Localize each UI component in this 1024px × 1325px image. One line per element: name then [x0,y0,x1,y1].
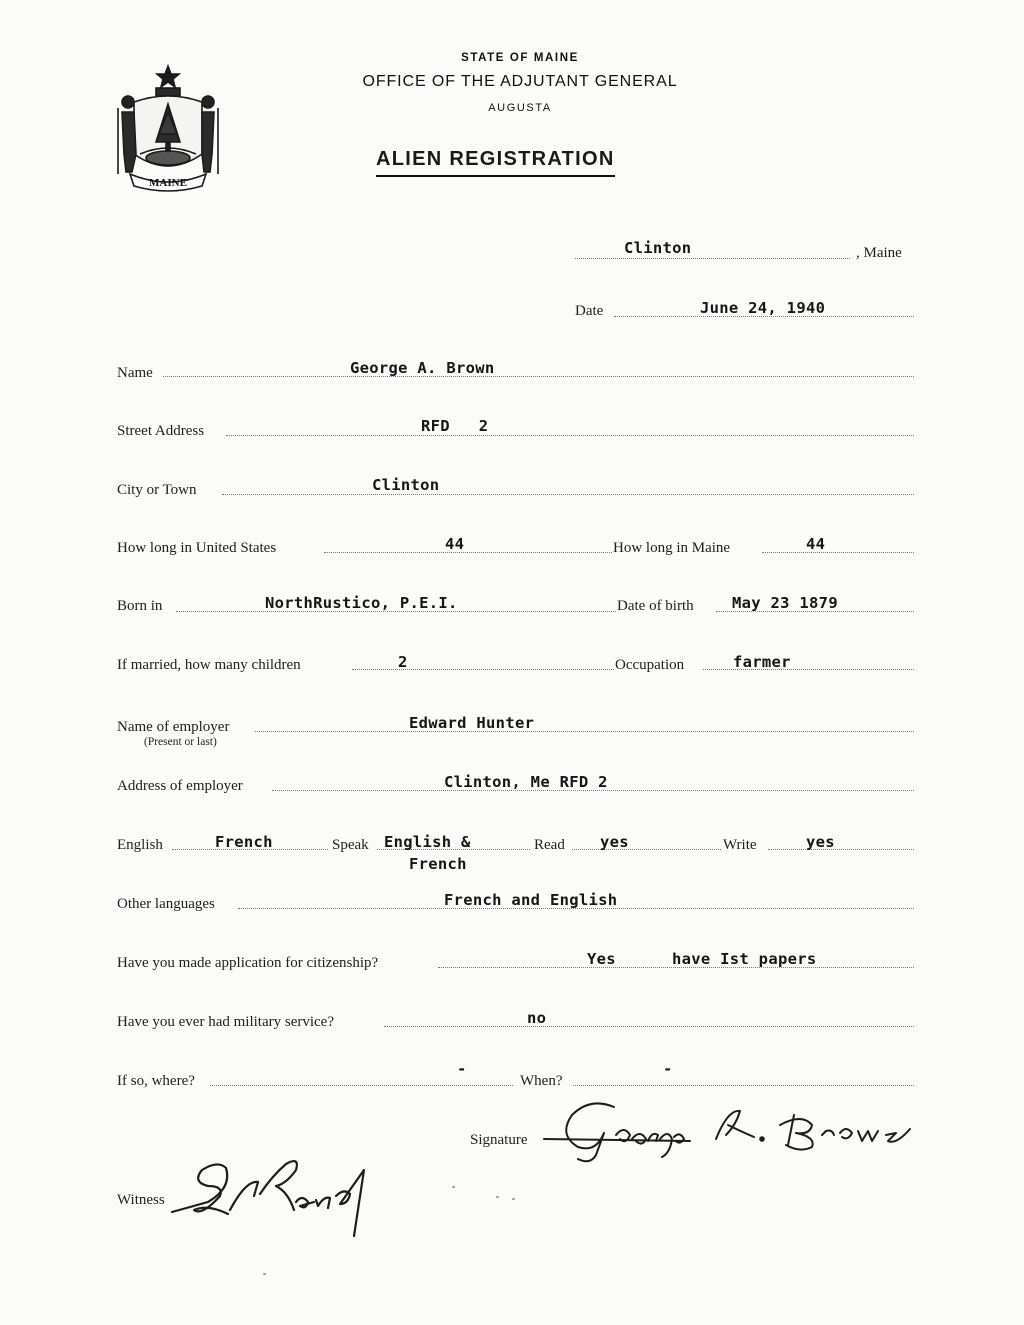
date-of-birth-label: Date of birth [617,598,694,614]
children-label: If married, how many children [117,657,301,673]
write-label: Write [723,837,757,853]
military-line [384,1026,914,1027]
place-line [575,258,850,259]
military-value: no [527,1009,547,1027]
place-suffix: , Maine [856,245,902,261]
how-long-maine-value: 44 [806,535,826,553]
write-value: yes [806,833,835,851]
paper-speck [263,1273,266,1275]
paper-speck [452,1186,455,1188]
employer-value: Edward Hunter [409,714,535,732]
paper-speck [496,1196,499,1198]
born-in-label: Born in [117,598,163,614]
employer-sublabel: (Present or last) [144,736,217,748]
other-languages-value: French and English [444,891,618,909]
employer-address-value: Clinton, Me RFD 2 [444,773,608,791]
children-value: 2 [398,653,408,671]
citizenship-value-2: have Ist papers [672,950,817,968]
when-label: When? [520,1073,563,1089]
name-label: Name [117,365,153,381]
street-value: RFD 2 [421,417,489,435]
seal-text: MAINE [149,177,187,189]
when-value: - [663,1060,673,1078]
speak-value-line2: French [409,855,467,873]
how-long-maine-label: How long in Maine [613,540,731,556]
witness-label: Witness [117,1192,165,1208]
how-long-us-line [324,552,612,553]
city-town-value: Clinton [372,476,440,494]
signature-label: Signature [470,1132,528,1148]
other-languages-label: Other languages [117,896,215,912]
employer-label: Name of employer [117,719,230,735]
occupation-value: farmer [733,653,791,671]
write-line [768,849,914,850]
name-line [163,376,914,377]
date-of-birth-value: May 23 1879 [732,594,838,612]
city-town-line [222,494,914,495]
speak-value-line1: English & [384,833,471,851]
how-long-us-label: How long in United States [117,540,277,556]
read-value: yes [600,833,629,851]
children-line [352,669,614,670]
header-state: STATE OF MAINE [461,52,579,64]
city-town-label: City or Town [117,482,197,498]
where-label: If so, where? [117,1073,195,1089]
citizenship-label: Have you made application for citizenship? [117,955,379,971]
when-line [573,1085,914,1086]
employer-line [255,731,914,732]
street-label: Street Address [117,423,205,439]
form-title: ALIEN REGISTRATION [376,148,615,177]
how-long-maine-line [762,552,914,553]
paper-speck [512,1198,515,1200]
citizenship-value-1: Yes [587,950,616,968]
witness-signature-icon [168,1140,408,1240]
read-line [572,849,721,850]
occupation-label: Occupation [615,657,685,673]
where-line [210,1085,513,1086]
header-city: AUGUSTA [488,102,552,114]
date-value: June 24, 1940 [700,299,826,317]
street-line [226,435,914,436]
employer-address-label: Address of employer [117,778,243,794]
english-value: French [215,833,273,851]
signature-handwriting-icon [540,1095,950,1165]
read-label: Read [534,837,565,853]
how-long-us-value: 44 [445,535,465,553]
name-value: George A. Brown [350,359,495,377]
born-in-value: NorthRustico, P.E.I. [265,594,458,612]
speak-label: Speak [332,837,369,853]
state-of-maine-seal-icon [112,62,224,194]
place-value: Clinton [624,239,692,257]
military-label: Have you ever had military service? [117,1014,334,1030]
where-value: - [457,1060,467,1078]
date-label: Date [575,303,604,319]
english-label: English [117,837,163,853]
header-office: OFFICE OF THE ADJUTANT GENERAL [362,73,678,90]
